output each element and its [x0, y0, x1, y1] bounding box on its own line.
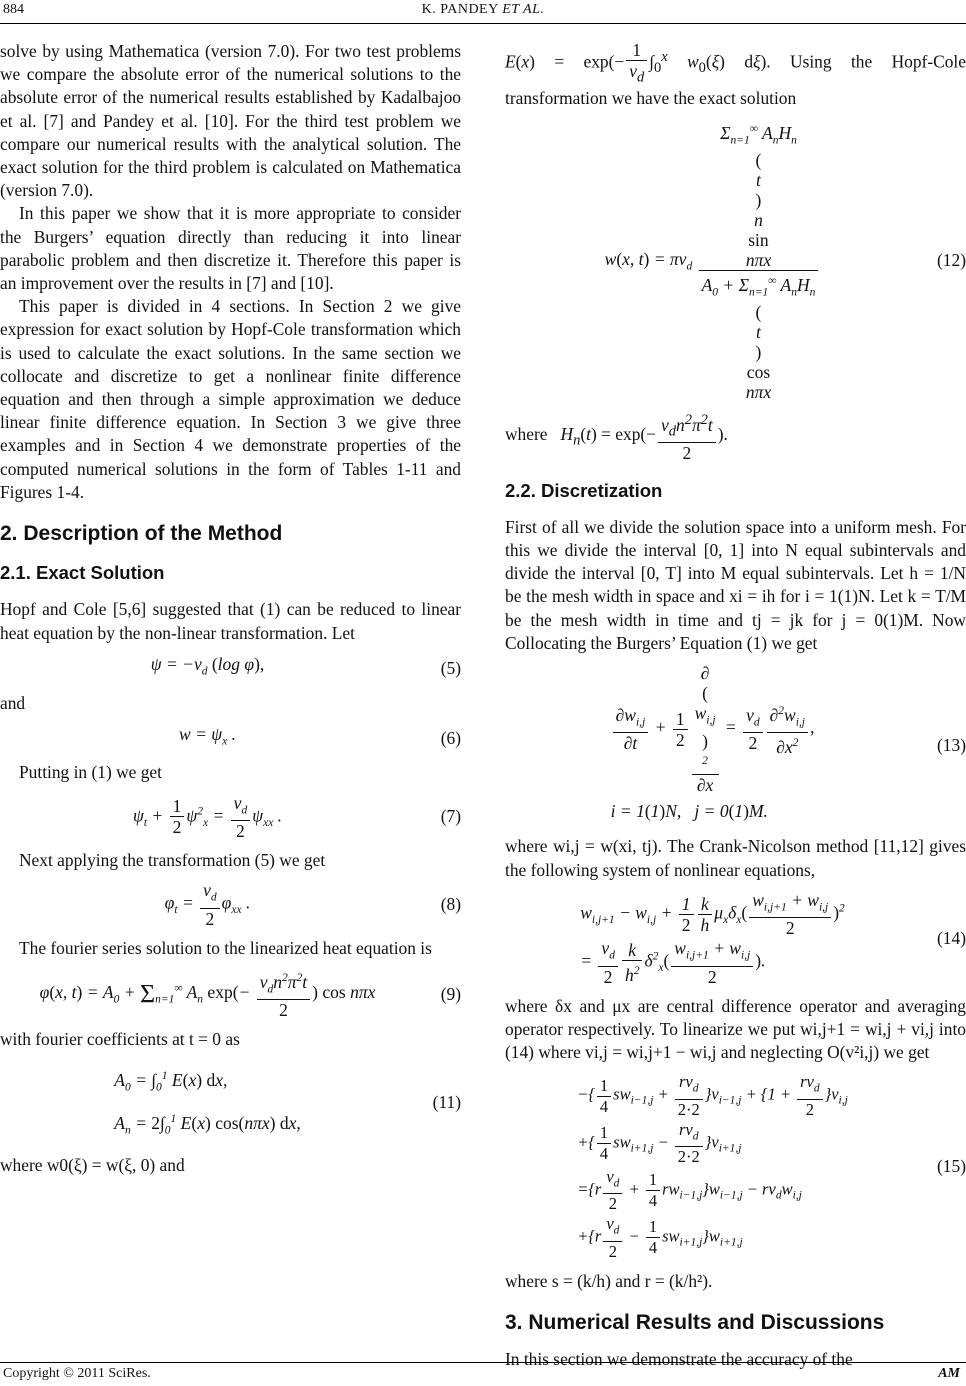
right-where-1: where $H_n(t) = \exp(-$ $\frac{\nu_dn^2\pi^2t}{2}$ ).	[505, 412, 728, 463]
right-paragraph-1: E(x) = exp(− $\frac{1}{\nu_d}$ $\int_0^x$ $w_0(\xi)$ dξ). Using the Hopf-Cole transformation we have the exact solution	[505, 40, 966, 109]
right-paragraph-5: where s = (k/h) and r = (k/h²).	[505, 1270, 713, 1291]
running-head-etal: ET AL.	[502, 2, 545, 17]
equation-11-body: $A_0 = \int_0^1$ E(x) dx, $A_n = 2\int_0^1$ E(x) cos(nπx) dx,	[114, 1069, 301, 1137]
equation-5-body: $\psi = -\nu_d$ (log φ),	[150, 653, 265, 678]
right-paragraph-6: In this section we demonstrate the accuracy of the	[505, 1348, 853, 1369]
right-column	[505, 40, 966, 1371]
section-2-1-heading: 2.1. Exact Solution	[0, 562, 165, 584]
equation-14	[505, 890, 966, 987]
left-paragraph-4: Hopf and Cole [5,6] suggested that (1) can be reduced to linear heat equation by the non-linear transformation. Let	[0, 599, 461, 643]
equation-7	[0, 793, 461, 842]
equation-8-number: (8)	[440, 894, 461, 915]
equation-9-number: (9)	[440, 983, 461, 1004]
equation-6-body: $w = \psi_x$ .	[179, 723, 236, 748]
running-head-authors: K. PANDEY	[421, 2, 499, 17]
footer-copyright: Copyright © 2011 SciRes.	[3, 1366, 151, 1381]
equation-11	[0, 1060, 461, 1147]
equation-14-body: $w_{i,j+1} - w_{i,j}$ + $\frac{1}{2}$ $\frac{k}{h}$ $\mu_x\delta_x$( $\frac{w_{i,j+1} + w_{i,j}}{2}$ )$^2$ = $\frac{\nu_d}{2}$ $\frac{k}{h^2}$ $\delta^2_x$( $\frac{w_{i,j+1} + w_{i,j}}{2}$ ).	[580, 889, 845, 987]
equation-14-number: (14)	[937, 927, 966, 948]
footer-rule	[0, 1362, 966, 1363]
page-number: 884	[3, 2, 24, 17]
equation-8	[0, 880, 461, 929]
right-paragraph-1-tail: . Using the Hopf-Cole transformation we have the exact solution	[505, 51, 966, 109]
left-paragraph-7: The fourier series solution to the linearized heat equation is	[19, 937, 432, 958]
right-where-1-label: where	[505, 424, 548, 445]
section-2-heading: 2. Description of the Method	[0, 522, 283, 546]
equation-12-number: (12)	[937, 249, 966, 270]
equation-13-body: $\frac{\partial w_{i,j}}{\partial t}$ + $\frac{1}{2}$ ∂ ( $w_{i,j}$ ) $^2$ ∂x = $\frac{\nu_d}{2}$ $\frac{\partial^2w_{i,j}}{\partial x^2}$ , i = 1(1)N, j = 0(1)M.	[610, 663, 815, 822]
left-where-and: where w0(ξ) = w(ξ, 0) and	[0, 1155, 185, 1176]
page-header	[0, 0, 966, 22]
running-head	[0, 2, 966, 18]
equation-7-body: $\psi_t$ + $\frac{1}{2}$ $\psi^2_x$ = $\frac{\nu_d}{2}$ $\psi_{xx}$ .	[132, 792, 283, 842]
left-column	[0, 40, 461, 1177]
left-and: and	[0, 692, 26, 713]
equation-6	[0, 723, 461, 754]
left-paragraph-1: solve by using Mathematica (version 7.0). For two test problems we compare the absolute error of the numerical solutions to the absolute error of the numerical results established by Kadalbajoo et al. [7] and Pandey et al. [10]. For the third test problem we compare our numerical results with the analytical solution. The exact solution for the third problem is calculated on Mathematica (version 7.0).	[0, 41, 461, 201]
equation-7-number: (7)	[440, 806, 461, 827]
equation-11-number: (11)	[432, 1092, 461, 1113]
header-rule	[0, 23, 966, 24]
left-paragraph-3: This paper is divided in 4 sections. In Section 2 we give expression for exact solution by Hopf-Cole transformation which is used to calculate the exact solutions. In the same section we collocate and discretize to get a nonlinear finite difference equation and then through a simple approximation we deduce linear finite difference equation. In Section 3 we give three examples and in Section 4 we demonstrate properties of the computed numerical solutions in the form of Tables 1-11 and Figures 1-4.	[0, 296, 461, 502]
left-paragraph-6: Next applying the transformation (5) we get	[19, 850, 326, 871]
equation-13-number: (13)	[937, 734, 966, 755]
right-paragraph-3: where wi,j = w(xi, tj). The Crank-Nicolson method [11,12] gives the following system of nonlinear equations,	[505, 836, 966, 880]
equation-6-number: (6)	[440, 727, 461, 748]
equation-9-body: φ(x, $t) = A_0 + \Sigma_{n=1}^\infty$ $A_n$ exp(− $\frac{\nu_dn^2\pi^2t}{2}$ ) cos nπx	[0, 968, 415, 1020]
equation-12-body: w(x, $t) = \pi\nu_d$ $\Sigma_{n=1}^\infty$ $A_nH_n$ ( t ) n sin nπx $A_0 + \Sigma_{n=1}^\infty$ $A_nH_n$ ( t ) cos nπx	[505, 119, 920, 403]
right-paragraph-4: where δx and μx are central difference operator and averaging operator respectively. To linearize we put wi,j+1 = wi,j + vi,j into (14) where vi,j = wi,j+1 − wi,j and neglecting O(v²i,j) we get	[505, 995, 966, 1063]
left-paragraph-2: In this paper we show that it is more appropriate to consider the Burgers’ equation directly than reducing it into linear parabolic problem and then discretize it. Therefore this paper is an improvement over the results in [7] and [10].	[0, 203, 461, 294]
equation-8-body: $\varphi_t$ = $\frac{\nu_d}{2}$ $\varphi_{xx}$ .	[164, 880, 251, 929]
equation-12	[505, 119, 966, 403]
section-2-2-heading: 2.2. Discretization	[505, 479, 663, 501]
equation-5-number: (5)	[440, 657, 461, 678]
section-3-heading: 3. Numerical Results and Discussions	[505, 1310, 885, 1334]
equation-15-body: −{ $\frac{1}{4}$ $sw_{i-1,j}$ + $\frac{r\nu_d}{2\cdot 2}$ }$v_{i-1,j} + \{1$ + $\frac{r\nu_d}{2}$ }$v_{i,j}$ +{ $\frac{1}{4}$ $sw_{i+1,j}$ − $\frac{r\nu_d}{2\cdot 2}$ }$v_{i+1,j}$ ={r $\frac{\nu_d}{2}$ + $\frac{1}{4}$ $rw_{i-1,j}\}w_{i-1,j} - r\nu_dw_{i,j}$ +{r $\frac{\nu_d}{2}$ − $\frac{1}{4}$ $sw_{i+1,j}\}w_{i+1,j}$	[577, 1072, 848, 1261]
equation-9	[0, 968, 461, 1020]
right-paragraph-2: First of all we divide the solution space into a uniform mesh. For this we divide the interval [0, 1] into N equal subintervals and divide the interval [0, T] into M equal subintervals. Let h = 1/N be the mesh width in space and xi = ih for i = 1(1)N. Let k = T/M be the mesh width in time and tj = jk for j = 0(1)M. Now Collocating the Burgers’ Equation (1) we get	[505, 516, 966, 653]
left-paragraph-8: with fourier coefficients at t = 0 as	[0, 1029, 240, 1050]
left-paragraph-5: Putting in (1) we get	[19, 762, 162, 783]
footer-journal: AM	[938, 1366, 960, 1381]
equation-15-number: (15)	[937, 1156, 966, 1177]
equation-5	[0, 653, 461, 684]
equation-15	[505, 1072, 966, 1261]
equation-13	[505, 663, 966, 827]
